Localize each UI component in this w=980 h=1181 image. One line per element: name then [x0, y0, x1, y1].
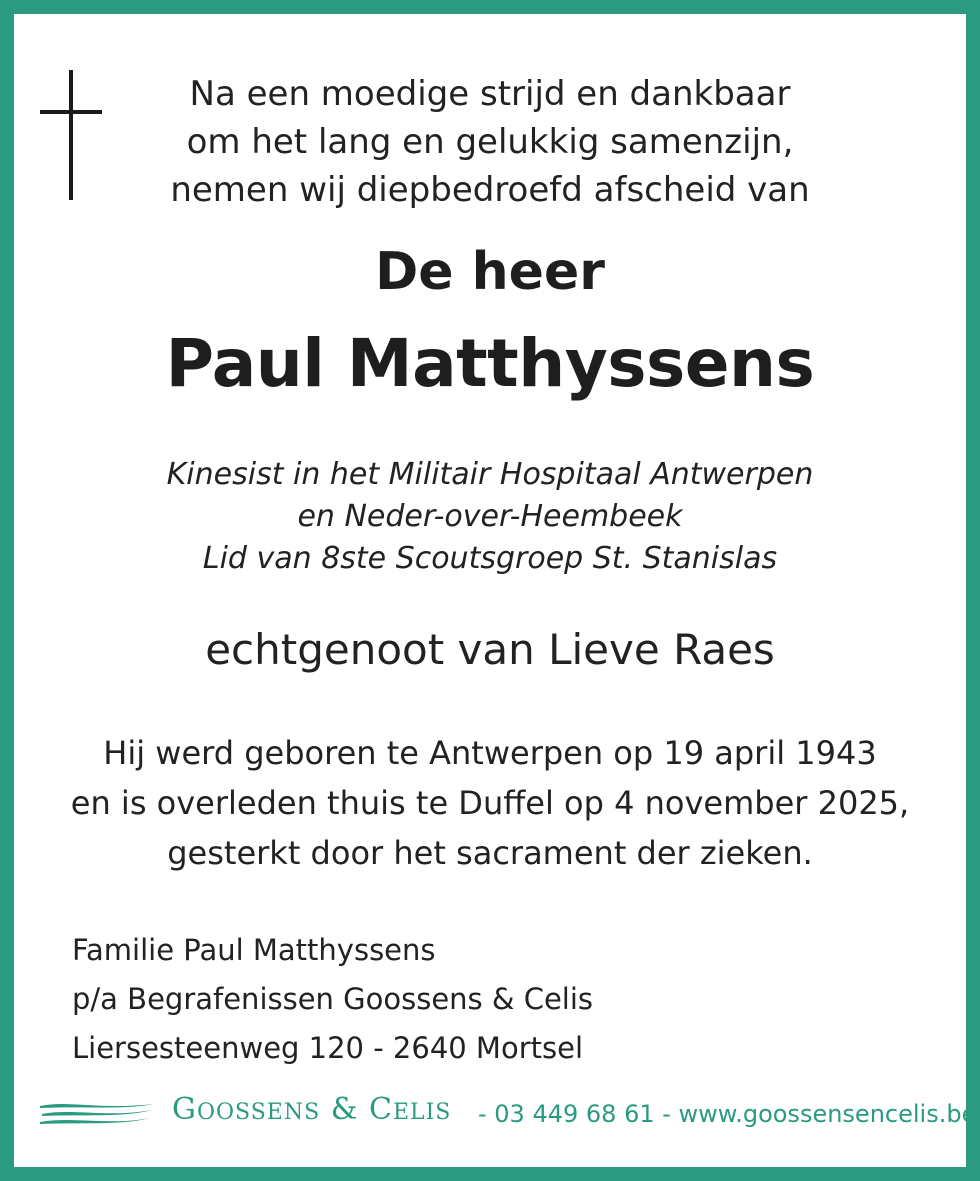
address-line: Liersesteenweg 120 - 2640 Mortsel — [72, 1031, 583, 1065]
life-line: en is overleden thuis te Duffel op 4 november 2025, — [70, 784, 910, 822]
contact-info: - 03 449 68 61 - www.goossensencelis.be — [478, 1100, 977, 1128]
address-block — [72, 926, 593, 1073]
life-line: Hij werd geboren te Antwerpen op 19 april 1943 — [103, 734, 877, 772]
role-line: en Neder-over-Heembeek — [297, 499, 683, 534]
intro-text — [0, 70, 980, 214]
roles-text — [0, 454, 980, 580]
role-line: Kinesist in het Militair Hospitaal Antwerpen — [166, 457, 814, 492]
intro-line: nemen wij diepbedroefd afscheid van — [170, 170, 810, 210]
funeral-home-footer — [38, 1092, 977, 1140]
intro-line: Na een moedige strijd en dankbaar — [189, 74, 791, 114]
address-line: p/a Begrafenissen Goossens & Celis — [72, 982, 594, 1016]
honorific-title: De heer — [375, 242, 605, 302]
intro-line: om het lang en gelukkig samenzijn, — [186, 122, 794, 162]
life-text — [0, 728, 980, 878]
wave-logo-icon — [38, 1096, 156, 1130]
deceased-name: Paul Matthyssens — [165, 325, 815, 402]
address-line: Familie Paul Matthyssens — [72, 933, 436, 967]
spouse-text: echtgenoot van Lieve Raes — [205, 625, 775, 674]
life-line: gesterkt door het sacrament der zieken. — [167, 834, 813, 872]
role-line: Lid van 8ste Scoutsgroep St. Stanislas — [202, 541, 778, 576]
funeral-home-name: GOOSSENS & CELIS — [172, 1092, 452, 1127]
